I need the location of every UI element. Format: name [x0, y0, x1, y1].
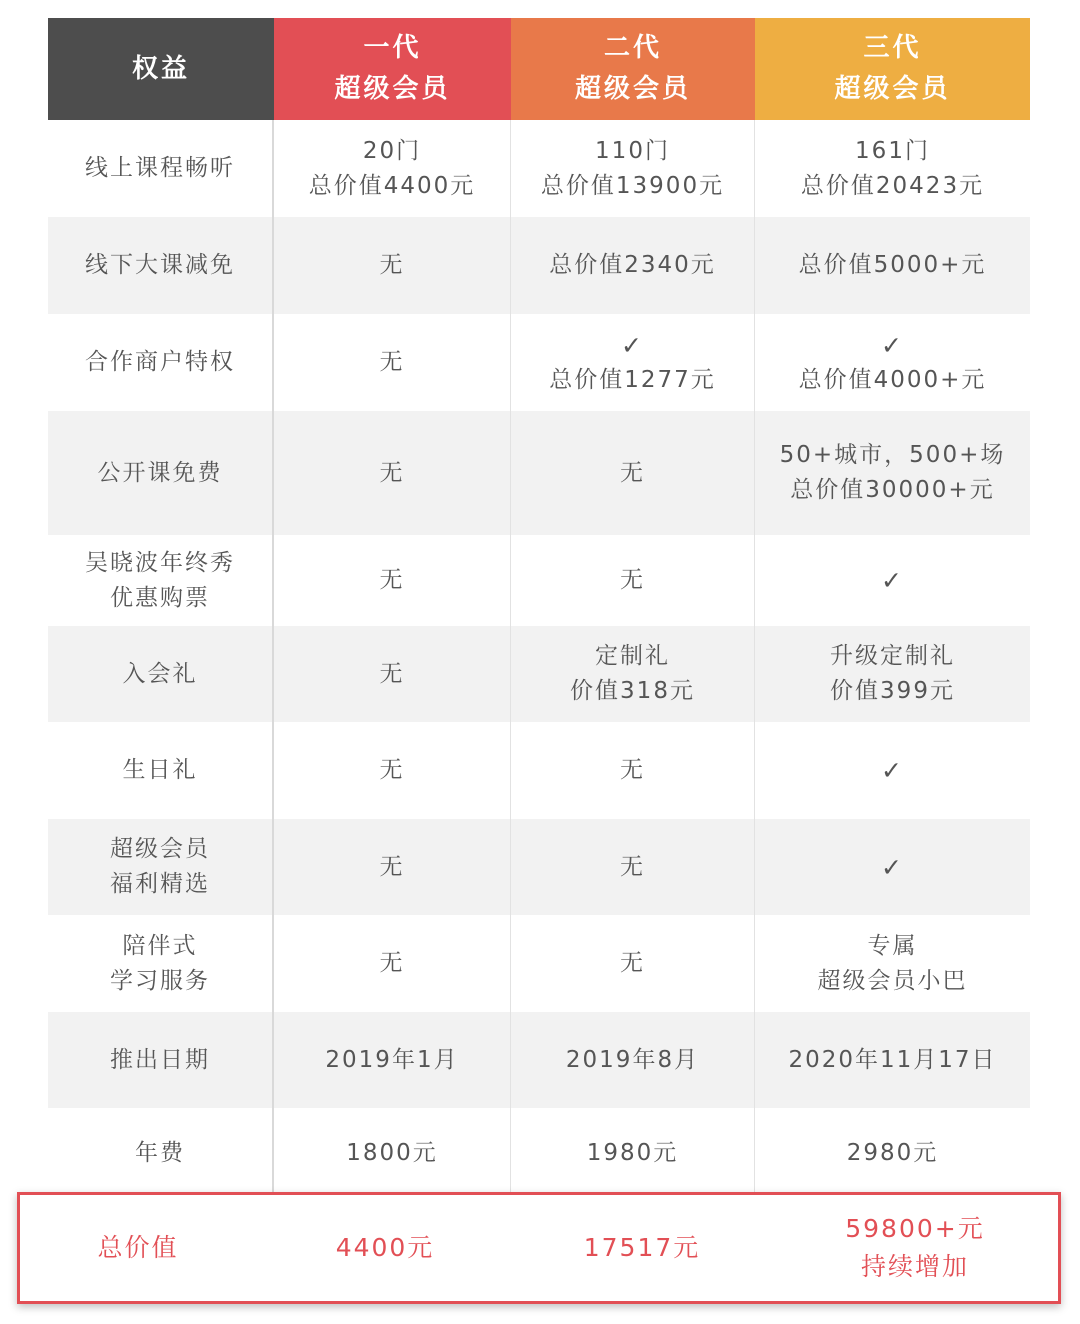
- row-gen3-cell: [755, 411, 1030, 535]
- cell-value: 无: [379, 950, 405, 976]
- cell-value: 总价值1277元: [549, 366, 716, 393]
- row-gen2-cell: [511, 120, 755, 217]
- cell-value: 超级会员小巴: [817, 967, 968, 994]
- cell-value: 总价值20423元: [800, 172, 985, 199]
- row-label: 推出日期: [110, 1046, 210, 1073]
- cell-value: 无: [379, 567, 405, 593]
- cell-value: 无: [620, 757, 645, 783]
- cell-value: 无: [379, 349, 405, 375]
- checkmark-icon: ✓: [881, 852, 904, 882]
- header-gen1-line2: 超级会员: [334, 74, 451, 104]
- benefits-comparison-table: [48, 18, 1030, 1199]
- row-label-cell: [48, 722, 274, 819]
- cell-value: 110门: [595, 137, 670, 164]
- row-label: 入会礼: [122, 660, 198, 687]
- row-label: 线下大课减免: [85, 252, 235, 278]
- header-gen2-line2: 超级会员: [574, 74, 691, 104]
- header-gen3: [755, 18, 1030, 120]
- row-label: 福利精选: [110, 871, 210, 897]
- cell-value: 升级定制礼: [830, 643, 955, 669]
- cell-value: 无: [620, 459, 645, 486]
- row-gen2-cell: [511, 722, 755, 819]
- cell-value: 2980元: [846, 1140, 939, 1166]
- cell-value: 1980元: [586, 1140, 679, 1166]
- total-value-row: [17, 1192, 1061, 1304]
- row-gen3-cell: [755, 722, 1030, 819]
- table-row: [48, 411, 1030, 535]
- row-gen3-cell: [755, 1012, 1030, 1108]
- checkmark-icon: ✓: [881, 330, 904, 360]
- row-gen2-cell: [511, 217, 755, 314]
- table-row: [48, 626, 1030, 722]
- table-row: [48, 819, 1030, 915]
- cell-value: 无: [379, 757, 405, 783]
- cell-value: 无: [620, 567, 645, 593]
- cell-value: 1800元: [346, 1140, 438, 1166]
- row-label: 学习服务: [110, 967, 210, 994]
- header-gen1: [274, 18, 511, 120]
- cell-value: 总价值4400元: [308, 172, 476, 199]
- checkmark-icon: ✓: [621, 330, 644, 360]
- row-gen2-cell: [511, 819, 755, 915]
- row-gen3-cell: [755, 120, 1030, 217]
- row-gen1-cell: [274, 411, 511, 535]
- cell-value: 2019年1月: [325, 1046, 459, 1073]
- row-gen2-cell: [511, 535, 755, 626]
- table-row: [48, 1108, 1030, 1199]
- row-gen3-cell: [755, 626, 1030, 722]
- cell-value: 专属: [867, 932, 918, 959]
- total-gen2-cell: [514, 1195, 770, 1301]
- row-label: 合作商户特权: [85, 349, 235, 375]
- row-label: 超级会员: [110, 836, 210, 862]
- cell-value: 总价值30000+元: [790, 477, 995, 503]
- row-label: 年费: [135, 1140, 185, 1166]
- cell-value: 20门: [362, 137, 422, 164]
- row-gen1-cell: [274, 915, 511, 1012]
- table-row: [48, 120, 1030, 217]
- total-gen3-cell: [770, 1195, 1060, 1301]
- total-label: 总价值: [97, 1233, 179, 1262]
- header-gen3-line2: 超级会员: [834, 74, 951, 104]
- table-row: [48, 314, 1030, 411]
- cell-value: 2019年8月: [565, 1046, 700, 1073]
- table-body: [48, 120, 1030, 1199]
- row-label: 公开课免费: [97, 459, 223, 486]
- row-label-cell: [48, 217, 274, 314]
- cell-value: 50+城市，500+场: [779, 442, 1006, 468]
- cell-value: 总价值4000+元: [798, 366, 987, 393]
- table-row: [48, 915, 1030, 1012]
- row-label-cell: [48, 1108, 274, 1199]
- row-gen1-cell: [274, 217, 511, 314]
- row-gen2-cell: [511, 1012, 755, 1108]
- row-gen2-cell: [511, 314, 755, 411]
- row-label: 优惠购票: [110, 584, 210, 611]
- row-gen1-cell: [274, 1108, 511, 1199]
- table-row: [48, 1012, 1030, 1108]
- header-benefits-label: 权益: [131, 53, 190, 84]
- total-gen1-value: 4400元: [335, 1233, 435, 1262]
- total-gen3-line1: 59800+元: [845, 1214, 985, 1243]
- row-label-cell: [48, 314, 274, 411]
- table-header-row: [48, 18, 1030, 120]
- checkmark-icon: ✓: [881, 566, 904, 595]
- row-gen2-cell: [511, 1108, 755, 1199]
- row-gen3-cell: [755, 535, 1030, 626]
- cell-value: 2020年11月17日: [788, 1046, 997, 1073]
- header-gen1-line1: 一代: [363, 33, 422, 63]
- row-gen3-cell: [755, 819, 1030, 915]
- row-gen2-cell: [511, 915, 755, 1012]
- row-gen1-cell: [274, 1012, 511, 1108]
- row-label: 生日礼: [122, 757, 198, 783]
- cell-value: 总价值5000+元: [798, 252, 987, 278]
- table-row: [48, 217, 1030, 314]
- row-label: 吴晓波年终秀: [85, 549, 235, 576]
- checkmark-icon: ✓: [881, 756, 904, 785]
- cell-value: 无: [620, 853, 645, 880]
- row-label-cell: [48, 411, 274, 535]
- row-label-cell: [48, 1012, 274, 1108]
- row-label: 陪伴式: [122, 932, 198, 959]
- row-gen3-cell: [755, 1108, 1030, 1199]
- cell-value: 无: [620, 950, 645, 976]
- row-gen2-cell: [511, 411, 755, 535]
- total-label-cell: [20, 1195, 256, 1301]
- total-gen1-cell: [256, 1195, 514, 1301]
- cell-value: 无: [379, 853, 405, 880]
- cell-value: 价值318元: [570, 678, 695, 704]
- row-gen1-cell: [274, 314, 511, 411]
- total-gen2-value: 17517元: [583, 1233, 701, 1262]
- cell-value: 无: [379, 660, 405, 687]
- row-label-cell: [48, 120, 274, 217]
- cell-value: 161门: [855, 137, 930, 164]
- cell-value: 价值399元: [830, 678, 955, 704]
- row-gen1-cell: [274, 535, 511, 626]
- cell-value: 无: [379, 252, 405, 278]
- row-gen1-cell: [274, 722, 511, 819]
- cell-value: 总价值13900元: [540, 172, 725, 199]
- table-row: [48, 535, 1030, 626]
- header-gen2: [511, 18, 755, 120]
- row-gen1-cell: [274, 626, 511, 722]
- row-gen1-cell: [274, 819, 511, 915]
- cell-value: 定制礼: [595, 643, 670, 669]
- row-gen1-cell: [274, 120, 511, 217]
- row-label: 线上课程畅听: [85, 155, 235, 181]
- row-label-cell: [48, 626, 274, 722]
- row-gen3-cell: [755, 314, 1030, 411]
- header-gen2-line1: 二代: [603, 33, 662, 63]
- cell-value: 总价值2340元: [549, 252, 716, 278]
- total-gen3-line2: 持续增加: [860, 1252, 969, 1281]
- row-gen3-cell: [755, 915, 1030, 1012]
- table-row: [48, 722, 1030, 819]
- row-label-cell: [48, 819, 274, 915]
- row-label-cell: [48, 535, 274, 626]
- row-gen3-cell: [755, 217, 1030, 314]
- row-label-cell: [48, 915, 274, 1012]
- header-benefits: [48, 18, 274, 120]
- cell-value: 无: [379, 459, 405, 486]
- header-gen3-line1: 三代: [863, 33, 922, 63]
- row-gen2-cell: [511, 626, 755, 722]
